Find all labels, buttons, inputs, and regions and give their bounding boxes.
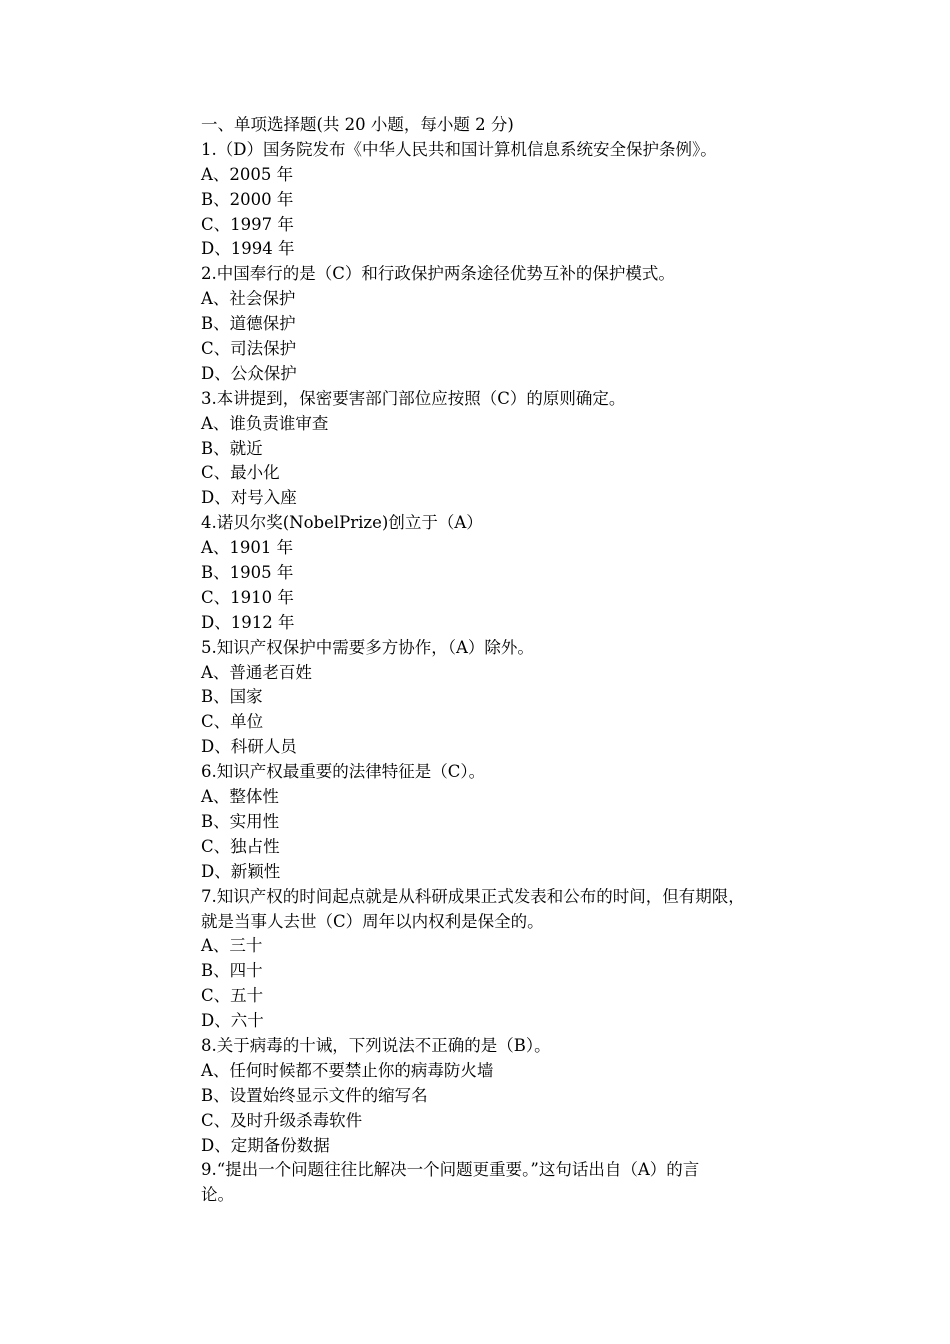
question-3-stem: 3.本讲提到，保密要害部门部位应按照（C）的原则确定。 <box>201 388 626 408</box>
question-2-stem: 2.中国奉行的是（C）和行政保护两条途径优势互补的保护模式。 <box>201 264 675 284</box>
question-1-option-b: B、2000 年 <box>201 189 294 209</box>
question-7-stem-line-2: 就是当事人去世（C）周年以内权利是保全的。 <box>201 911 544 931</box>
question-2-option-c: C、司法保护 <box>201 339 297 359</box>
question-7-option-c: C、五十 <box>201 986 264 1006</box>
question-4-option-b: B、1905 年 <box>201 563 294 583</box>
question-1-option-c: C、1997 年 <box>201 214 294 234</box>
question-6-option-d: D、新颖性 <box>201 861 281 881</box>
question-5-option-d: D、科研人员 <box>201 737 297 757</box>
question-8-stem: 8.关于病毒的十诫，下列说法不正确的是（B）。 <box>201 1035 551 1055</box>
question-7-option-b: B、四十 <box>201 961 263 981</box>
question-2-option-d: D、公众保护 <box>201 363 297 383</box>
question-3-option-b: B、就近 <box>201 438 263 458</box>
question-8-option-c: C、及时升级杀毒软件 <box>201 1110 363 1130</box>
question-6-option-a: A、整体性 <box>201 787 279 807</box>
question-2-option-a: A、社会保护 <box>201 289 296 309</box>
question-1-option-d: D、1994 年 <box>201 239 295 259</box>
question-7-option-d: D、六十 <box>201 1011 264 1031</box>
section-title: 一、单项选择题(共 20 小题，每小题 2 分) <box>201 115 514 134</box>
question-6-stem: 6.知识产权最重要的法律特征是（C）。 <box>201 762 486 782</box>
question-4-option-a: A、1901 年 <box>201 538 294 558</box>
question-5-option-a: A、普通老百姓 <box>201 662 312 682</box>
question-8-option-b: B、设置始终显示文件的缩写名 <box>201 1085 428 1105</box>
question-4-option-c: C、1910 年 <box>201 587 294 607</box>
question-1-option-a: A、2005 年 <box>201 164 294 184</box>
question-4-stem: 4.诺贝尔奖(NobelPrize)创立于（A） <box>201 513 483 533</box>
question-5-stem: 5.知识产权保护中需要多方协作，（A）除外。 <box>201 637 534 657</box>
question-3-option-a: A、谁负责谁审查 <box>201 413 329 433</box>
question-9-stem-line-1: 9.“提出一个问题往往比解决一个问题更重要。”这句话出自（A）的言 <box>201 1160 700 1180</box>
question-5-option-c: C、单位 <box>201 712 264 732</box>
question-3-option-d: D、对号入座 <box>201 488 297 508</box>
question-9-stem-line-2: 论。 <box>201 1185 234 1205</box>
question-7-option-a: A、三十 <box>201 936 263 956</box>
question-4-option-d: D、1912 年 <box>201 612 295 632</box>
question-list <box>201 113 841 1208</box>
question-6-option-b: B、实用性 <box>201 811 280 831</box>
question-3-option-c: C、最小化 <box>201 463 280 483</box>
question-5-option-b: B、国家 <box>201 687 263 707</box>
question-6-option-c: C、独占性 <box>201 836 280 856</box>
question-7-stem-line-1: 7.知识产权的时间起点就是从科研成果正式发表和公布的时间，但有期限， <box>201 886 745 906</box>
question-1-stem: 1.（D）国务院发布《中华人民共和国计算机信息系统安全保护条例》。 <box>201 139 717 159</box>
question-2-option-b: B、道德保护 <box>201 314 296 334</box>
question-8-option-d: D、定期备份数据 <box>201 1135 330 1155</box>
question-8-option-a: A、任何时候都不要禁止你的病毒防火墙 <box>201 1060 494 1080</box>
